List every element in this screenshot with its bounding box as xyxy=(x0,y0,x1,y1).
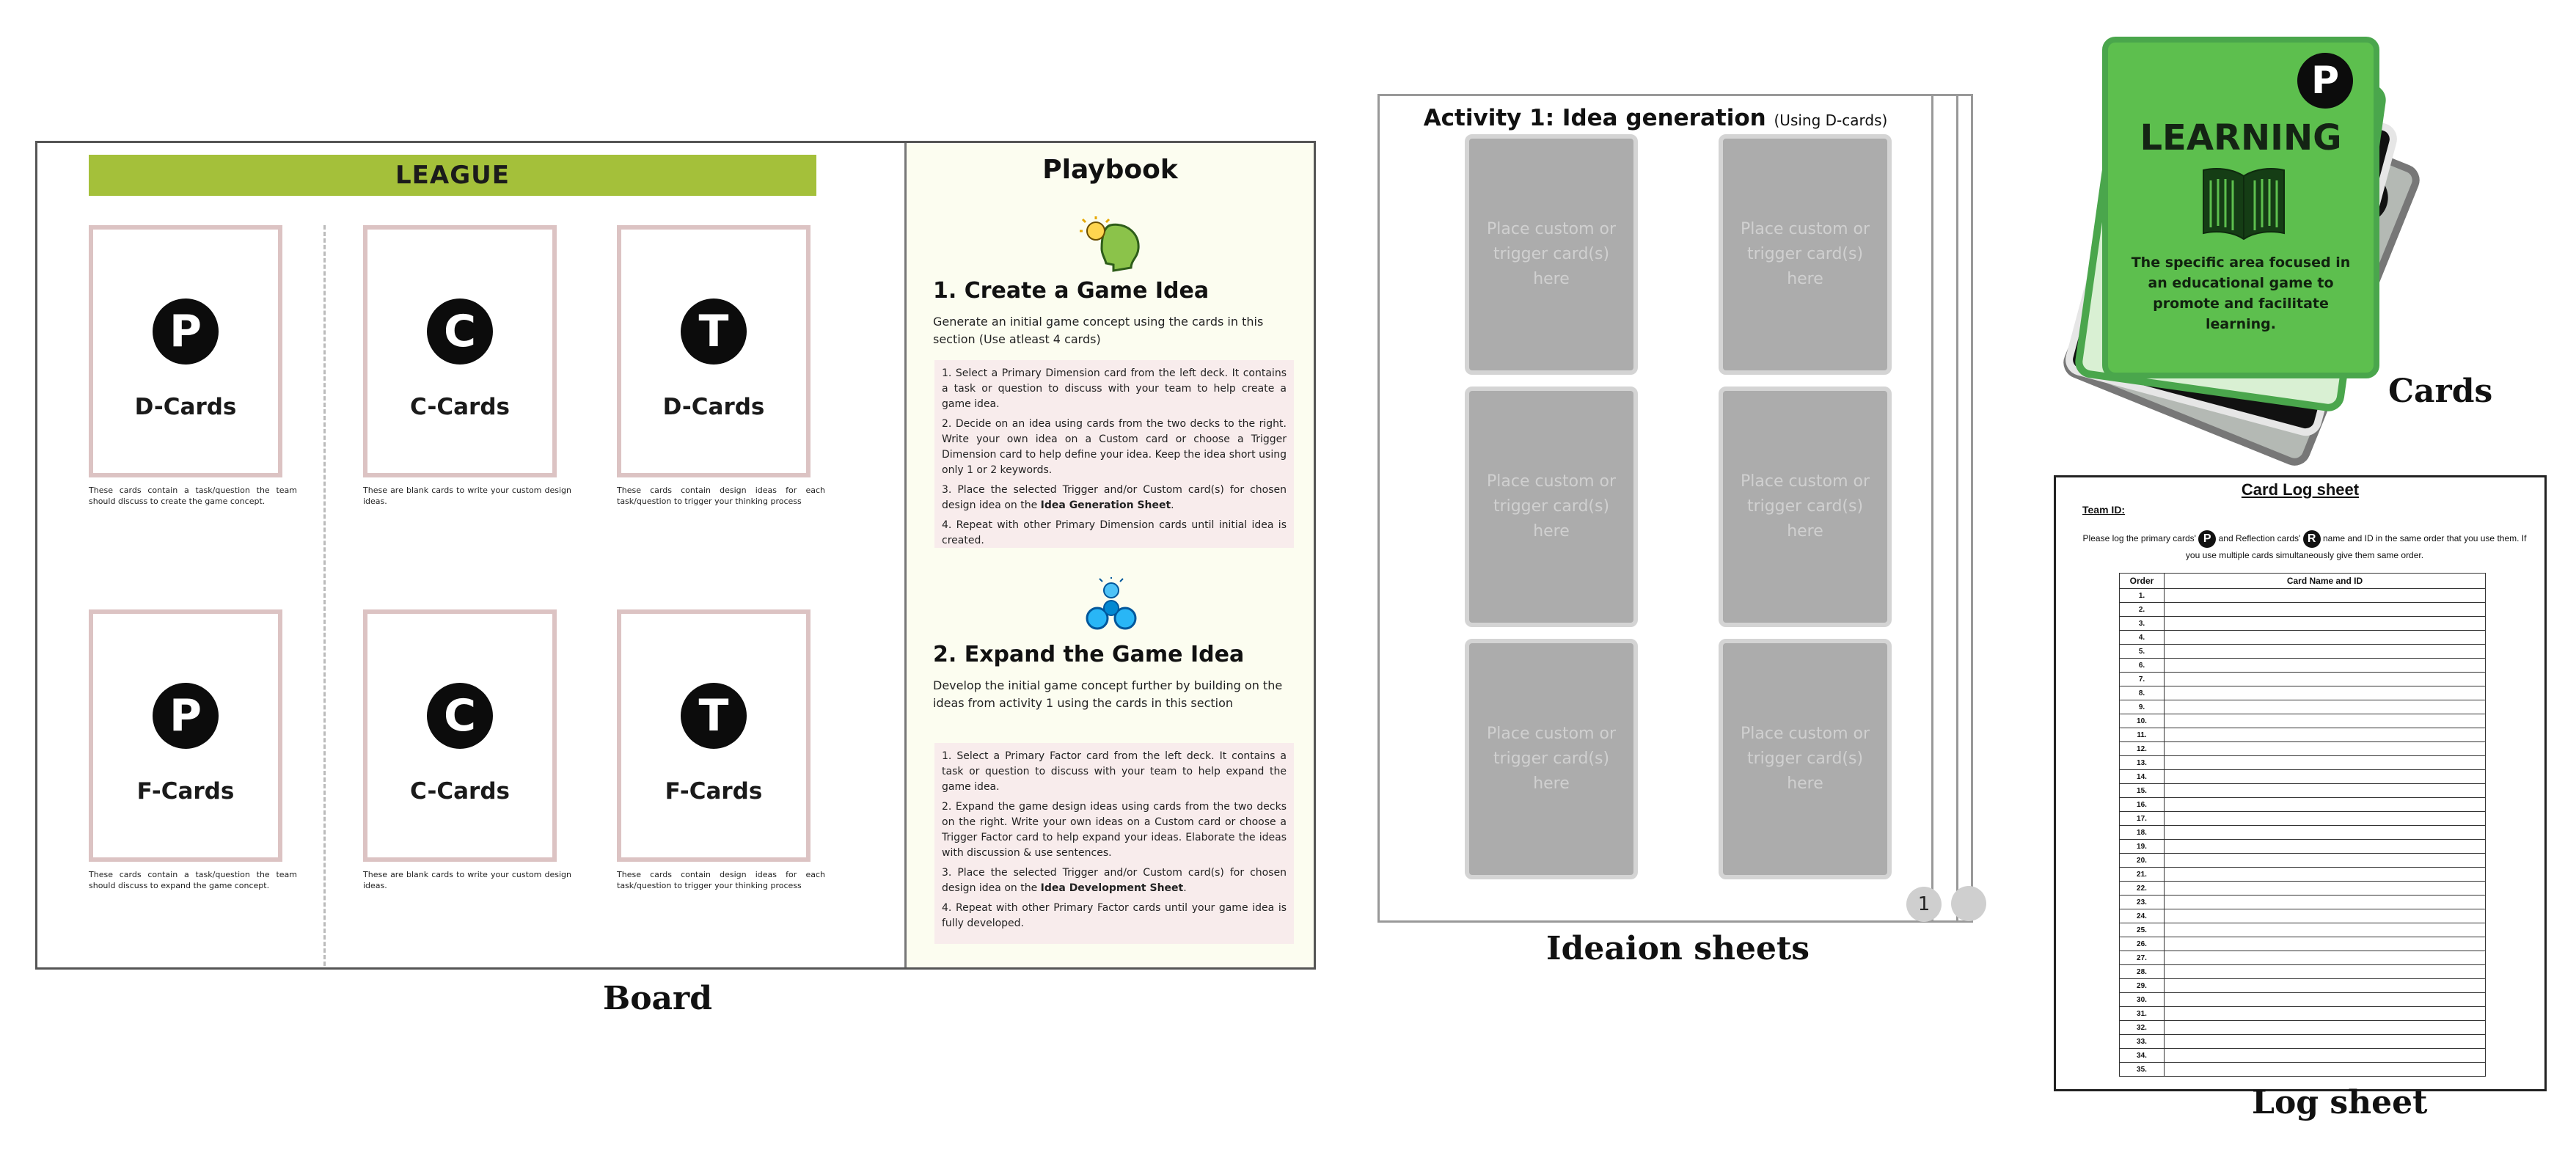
page-number: 1 xyxy=(1906,887,1942,922)
gears-idea-icon xyxy=(1078,577,1144,636)
table-row xyxy=(2120,1035,2486,1049)
table-row xyxy=(2120,603,2486,617)
order-cell: 8. xyxy=(2120,686,2165,700)
order-cell: 12. xyxy=(2120,742,2165,756)
order-cell: 3. xyxy=(2120,617,2165,631)
card-name-cell[interactable] xyxy=(2165,909,2486,923)
table-row xyxy=(2120,965,2486,979)
step: 4. Repeat with other Primary Dimension cards until initial idea is created. xyxy=(942,519,1287,546)
table-row xyxy=(2120,1021,2486,1035)
card-name-cell[interactable] xyxy=(2165,603,2486,617)
playbook-panel xyxy=(904,143,1314,967)
deck-label: F-Cards xyxy=(665,778,763,805)
order-cell: 5. xyxy=(2120,645,2165,659)
order-cell: 34. xyxy=(2120,1049,2165,1063)
card-name-cell[interactable] xyxy=(2165,826,2486,840)
custom-badge-icon: C xyxy=(427,683,493,749)
table-row xyxy=(2120,798,2486,812)
card-slot[interactable]: Place custom or trigger card(s) here xyxy=(1465,134,1638,375)
table-row xyxy=(2120,700,2486,714)
card-name-cell[interactable] xyxy=(2165,923,2486,937)
deck-card-primary-d xyxy=(89,225,282,477)
card-log-sheet xyxy=(2054,475,2547,1091)
order-cell: 18. xyxy=(2120,826,2165,840)
table-row xyxy=(2120,840,2486,854)
card-name-cell[interactable] xyxy=(2165,1049,2486,1063)
card-name-cell[interactable] xyxy=(2165,714,2486,728)
table-row xyxy=(2120,770,2486,784)
table-row xyxy=(2120,854,2486,868)
order-cell: 4. xyxy=(2120,631,2165,645)
card-name-cell[interactable] xyxy=(2165,631,2486,645)
card-name-cell[interactable] xyxy=(2165,1035,2486,1049)
step: 1. Select a Primary Dimension card from the left deck. It contains a task or question to discuss with your team to help create a game idea. xyxy=(942,367,1287,410)
card-name-cell[interactable] xyxy=(2165,686,2486,700)
table-row xyxy=(2120,589,2486,603)
card-name-cell[interactable] xyxy=(2165,854,2486,868)
table-row xyxy=(2120,951,2486,965)
primary-badge-icon: P xyxy=(153,683,219,749)
order-cell: 30. xyxy=(2120,993,2165,1007)
table-row xyxy=(2120,1049,2486,1063)
step: 2. Decide on an idea using cards from the two decks to the right. Write your own idea on a Custom card or choose a Trigger Dimension card to help define your idea. Keep the idea short using only 1 or 2 keywords. xyxy=(942,418,1287,476)
section-1-intro: Generate an initial game concept using the cards in this section (Use atleast 4 cards) xyxy=(933,315,1264,346)
order-cell: 10. xyxy=(2120,714,2165,728)
deck-label: C-Cards xyxy=(410,394,510,420)
section-1-heading: 1. Create a Game Idea xyxy=(933,278,1210,304)
card-name-cell[interactable] xyxy=(2165,784,2486,798)
table-row xyxy=(2120,728,2486,742)
order-cell: 26. xyxy=(2120,937,2165,951)
ideation-sheet xyxy=(1377,94,1933,923)
card-name-cell[interactable] xyxy=(2165,1021,2486,1035)
card-name-cell[interactable] xyxy=(2165,617,2486,631)
table-row xyxy=(2120,756,2486,770)
deck-description: These cards contain a task/question the team should discuss to create the game concept. xyxy=(89,486,297,506)
card-slot[interactable]: Place custom or trigger card(s) here xyxy=(1719,134,1892,375)
order-cell: 6. xyxy=(2120,659,2165,673)
card-name-cell[interactable] xyxy=(2165,965,2486,979)
table-row xyxy=(2120,1007,2486,1021)
order-cell: 13. xyxy=(2120,756,2165,770)
table-row xyxy=(2120,909,2486,923)
sheet-reference: Idea Generation Sheet xyxy=(1040,499,1171,511)
order-cell: 33. xyxy=(2120,1035,2165,1049)
order-cell: 21. xyxy=(2120,868,2165,882)
deck-card-trigger-d xyxy=(617,225,811,477)
deck-description: These cards contain design ideas for each task/question to trigger your thinking process xyxy=(617,870,825,890)
table-row xyxy=(2120,896,2486,909)
card-name-cell[interactable] xyxy=(2165,728,2486,742)
order-cell: 2. xyxy=(2120,603,2165,617)
order-cell: 1. xyxy=(2120,589,2165,603)
table-row xyxy=(2120,631,2486,645)
order-cell: 11. xyxy=(2120,728,2165,742)
table-row xyxy=(2120,645,2486,659)
card-name-cell[interactable] xyxy=(2165,589,2486,603)
reflection-badge-icon: R xyxy=(2303,530,2321,548)
card-name-cell[interactable] xyxy=(2165,798,2486,812)
custom-badge-icon: C xyxy=(427,299,493,365)
trigger-badge-icon: T xyxy=(681,299,747,365)
learning-card[interactable] xyxy=(2102,37,2379,378)
card-name-cell[interactable] xyxy=(2165,673,2486,686)
deck-label: D-Cards xyxy=(662,394,765,420)
primary-badge-icon: P xyxy=(2198,530,2216,548)
deck-card-custom-1 xyxy=(363,225,557,477)
table-row xyxy=(2120,659,2486,673)
step: 1. Select a Primary Factor card from the left deck. It contains a task or question to discuss with your team to help expand the game idea. xyxy=(942,750,1287,793)
card-name-cell[interactable] xyxy=(2165,882,2486,896)
sheet-title: Activity 1: Idea generation (Using D-cards) xyxy=(1423,105,1888,131)
sheet-subtitle: (Using D-cards) xyxy=(1774,111,1888,129)
card-name-cell[interactable] xyxy=(2165,812,2486,826)
deck-description: These cards contain design ideas for each task/question to trigger your thinking process xyxy=(617,486,825,506)
order-cell: 7. xyxy=(2120,673,2165,686)
step: 3. Place the selected Trigger and/or Custom card(s) for chosen design idea on the Idea Development Sheet. xyxy=(942,867,1287,894)
card-name-cell[interactable] xyxy=(2165,868,2486,882)
playbook-title: Playbook xyxy=(1042,155,1178,185)
card-slot[interactable]: Place custom or trigger card(s) here xyxy=(1719,639,1892,879)
deck-card-primary-f xyxy=(89,609,282,862)
deck-card-custom-2 xyxy=(363,609,557,862)
table-row xyxy=(2120,826,2486,840)
card-slot[interactable]: Place custom or trigger card(s) here xyxy=(1465,639,1638,879)
table-row xyxy=(2120,979,2486,993)
order-cell: 15. xyxy=(2120,784,2165,798)
card-name-cell[interactable] xyxy=(2165,645,2486,659)
deck-description: These are blank cards to write your custom design ideas. xyxy=(363,870,571,890)
order-cell: 27. xyxy=(2120,951,2165,965)
column-order: Order xyxy=(2120,574,2165,589)
card-name-cell[interactable] xyxy=(2165,742,2486,756)
table-row xyxy=(2120,617,2486,631)
table-row xyxy=(2120,784,2486,798)
card-name-cell[interactable] xyxy=(2165,1063,2486,1077)
card-name-cell[interactable] xyxy=(2165,993,2486,1007)
deck-label: C-Cards xyxy=(410,778,510,805)
order-cell: 19. xyxy=(2120,840,2165,854)
order-cell: 22. xyxy=(2120,882,2165,896)
deck-description: These are blank cards to write your custom design ideas. xyxy=(363,486,571,506)
order-cell: 16. xyxy=(2120,798,2165,812)
card-description: The specific area focused in an educational game to promote and facilitate learning. xyxy=(2131,254,2351,332)
card-name-cell[interactable] xyxy=(2165,937,2486,951)
table-row xyxy=(2120,686,2486,700)
table-row xyxy=(2120,714,2486,728)
table-row xyxy=(2120,812,2486,826)
log-table xyxy=(2119,573,2486,1077)
table-row xyxy=(2120,937,2486,951)
table-row xyxy=(2120,923,2486,937)
cards-caption: Cards xyxy=(2388,373,2493,410)
card-name-cell[interactable] xyxy=(2165,840,2486,854)
card-name-cell[interactable] xyxy=(2165,1007,2486,1021)
card-name-cell[interactable] xyxy=(2165,951,2486,965)
log-instructions: Please log the primary cards' P and Reflection cards' R name and ID in the same order that you use them. If you use multiple cards simultaneously give them same order. xyxy=(2082,530,2527,563)
ideation-caption: Ideaion sheets xyxy=(1546,930,1810,967)
order-cell: 28. xyxy=(2120,965,2165,979)
open-book-icon xyxy=(2199,166,2288,242)
order-cell: 17. xyxy=(2120,812,2165,826)
league-banner: LEAGUE xyxy=(89,155,816,196)
step: 4. Repeat with other Primary Factor cards until your game idea is fully developed. xyxy=(942,902,1287,929)
section-1-steps xyxy=(934,360,1294,548)
table-row xyxy=(2120,993,2486,1007)
order-cell: 9. xyxy=(2120,700,2165,714)
table-row xyxy=(2120,1063,2486,1077)
board-caption: Board xyxy=(603,980,712,1017)
card-name-cell[interactable] xyxy=(2165,979,2486,993)
card-name-cell[interactable] xyxy=(2165,659,2486,673)
deck-label: D-Cards xyxy=(134,394,237,420)
section-2-intro: Develop the initial game concept further by building on the ideas from activity 1 using the cards in this section xyxy=(933,678,1283,710)
primary-badge-icon: P xyxy=(153,299,219,365)
table-row xyxy=(2120,868,2486,882)
card-name-cell[interactable] xyxy=(2165,700,2486,714)
deck-description: These cards contain a task/question the team should discuss to expand the game concept. xyxy=(89,870,297,890)
team-id-label: Team ID: xyxy=(2082,504,2126,516)
section-2-steps xyxy=(934,743,1294,944)
order-cell: 31. xyxy=(2120,1007,2165,1021)
column-card-name: Card Name and ID xyxy=(2165,574,2486,589)
deck-label: F-Cards xyxy=(136,778,235,805)
order-cell: 29. xyxy=(2120,979,2165,993)
step: 3. Place the selected Trigger and/or Custom card(s) for chosen design idea on the Idea Generation Sheet. xyxy=(942,484,1287,511)
brain-idea-icon xyxy=(1080,216,1146,275)
section-2-heading: 2. Expand the Game Idea xyxy=(933,642,1245,667)
primary-badge-icon: P xyxy=(2297,53,2353,109)
table-row xyxy=(2120,882,2486,896)
table-row xyxy=(2120,742,2486,756)
card-name-cell[interactable] xyxy=(2165,770,2486,784)
deck-card-trigger-f xyxy=(617,609,811,862)
order-cell: 25. xyxy=(2120,923,2165,937)
card-title: LEARNING xyxy=(2140,117,2342,158)
deck-divider xyxy=(323,225,326,966)
card-slot[interactable]: Place custom or trigger card(s) here xyxy=(1719,387,1892,627)
order-cell: 35. xyxy=(2120,1063,2165,1077)
table-row xyxy=(2120,673,2486,686)
order-cell: 20. xyxy=(2120,854,2165,868)
page-number-back xyxy=(1951,886,1986,921)
sheet-reference: Idea Development Sheet xyxy=(1040,882,1184,894)
card-name-cell[interactable] xyxy=(2165,756,2486,770)
trigger-badge-icon: T xyxy=(681,683,747,749)
log-caption: Log sheet xyxy=(2252,1084,2428,1121)
order-cell: 23. xyxy=(2120,896,2165,909)
order-cell: 14. xyxy=(2120,770,2165,784)
order-cell: 24. xyxy=(2120,909,2165,923)
step: 2. Expand the game design ideas using cards from the two decks on the right. Write your own ideas on a Custom card or choose a Trigger Factor card to help expand your ideas. Elaborate the ideas with discussion & use sentences. xyxy=(942,801,1287,859)
log-title: Card Log sheet xyxy=(2241,480,2360,499)
order-cell: 32. xyxy=(2120,1021,2165,1035)
card-slot[interactable]: Place custom or trigger card(s) here xyxy=(1465,387,1638,627)
game-board xyxy=(35,141,1316,970)
card-name-cell[interactable] xyxy=(2165,896,2486,909)
